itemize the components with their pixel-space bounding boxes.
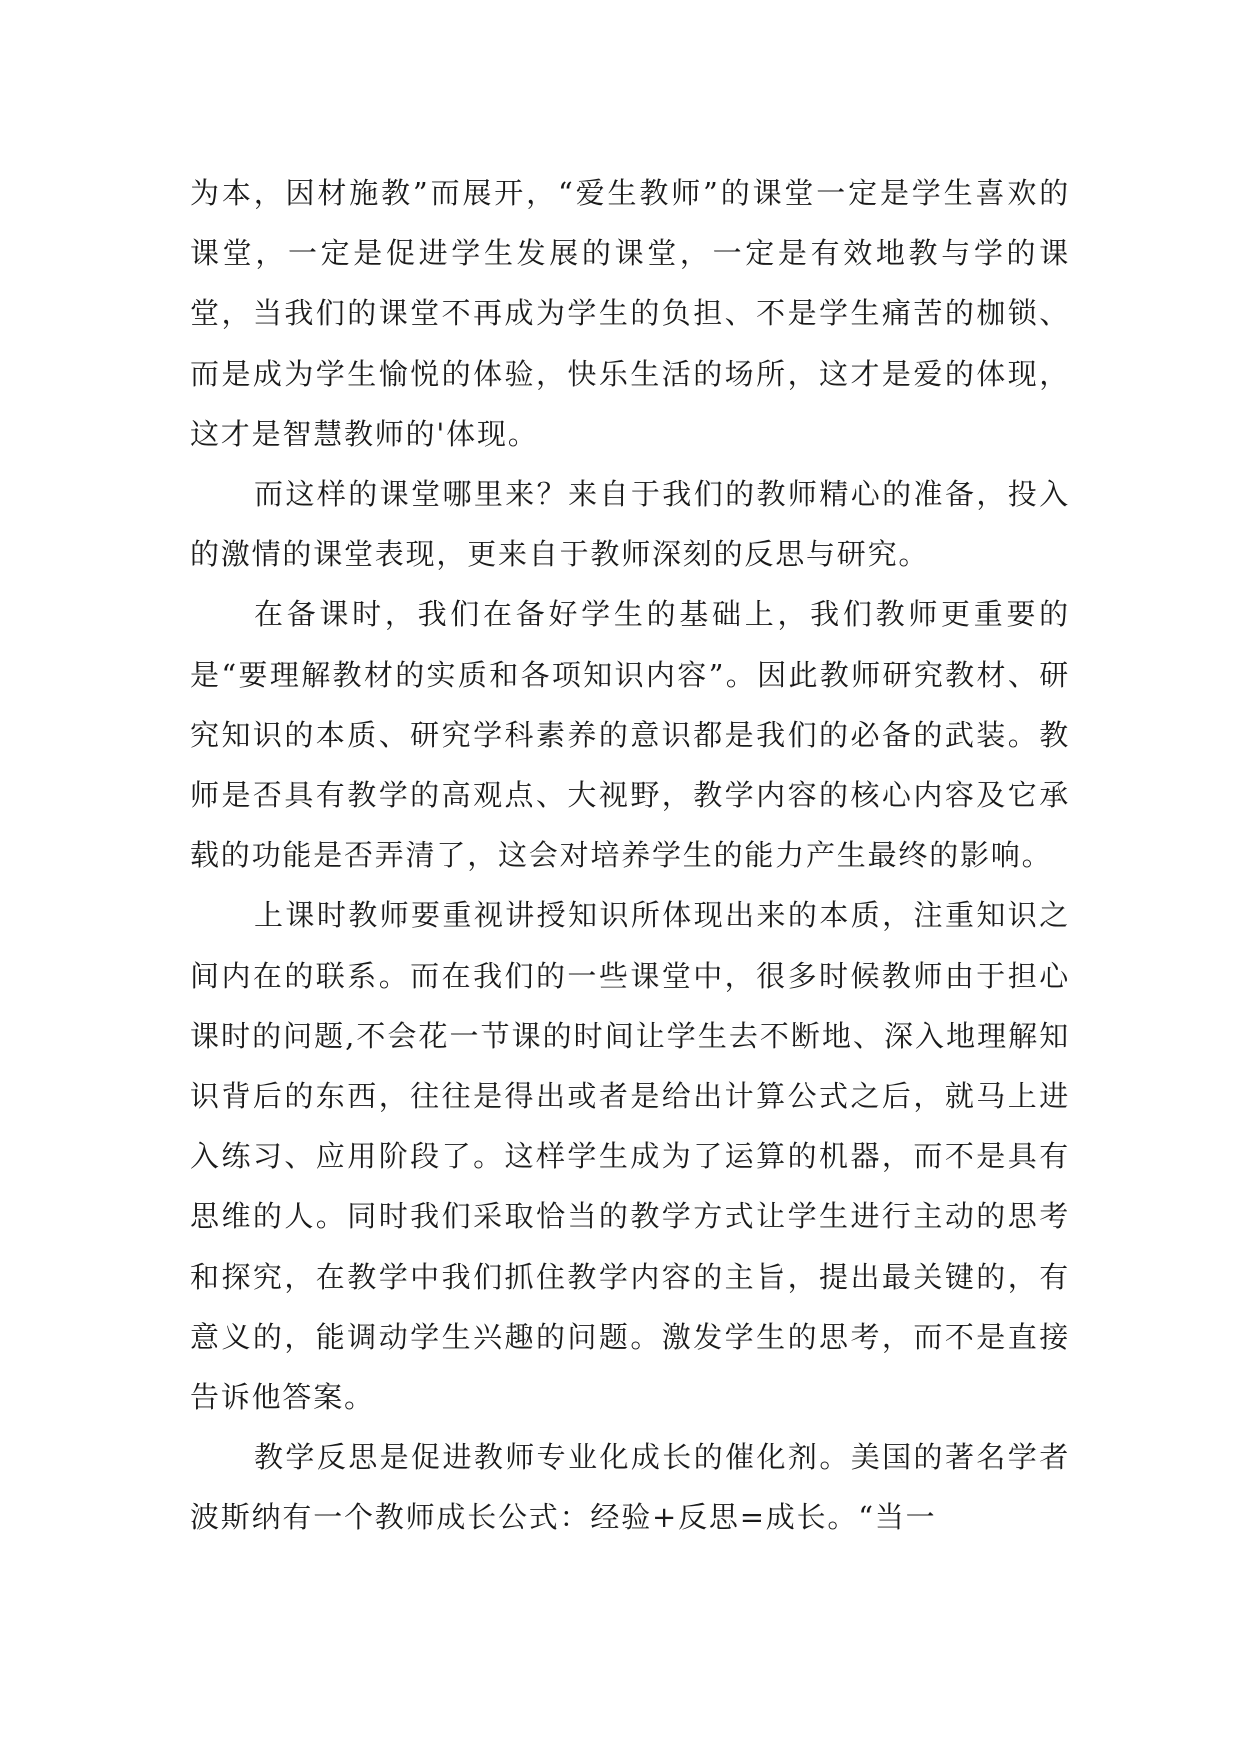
paragraph-5: 教学反思是促进教师专业化成长的催化剂。美国的著名学者波斯纳有一个教师成长公式：经验+反思=成长。“当一 xyxy=(190,1440,1070,1535)
paragraph-2: 而这样的课堂哪里来？来自于我们的教师精心的准备，投入的激情的课堂表现，更来自于教师深刻的反思与研究。 xyxy=(190,477,1070,572)
paragraph-3: 在备课时，我们在备好学生的基础上，我们教师更重要的是“要理解教材的实质和各项知识内容”。因此教师研究教材、研究知识的本质、研究学科素养的意识都是我们的必备的武装。教师是否具有教学的高观点、大视野，教学内容的核心内容及它承载的功能是否弄清了，这会对培养学生的能力产生最终的影响。 xyxy=(190,597,1070,873)
body-text xyxy=(190,163,1070,1548)
paragraph-1: 为本，因材施教”而展开，“爱生教师”的课堂一定是学生喜欢的课堂，一定是促进学生发展的课堂，一定是有效地教与学的课堂，当我们的课堂不再成为学生的负担、不是学生痛苦的枷锁、而是成为学生愉悦的体验，快乐生活的场所，这才是爱的体现，这才是智慧教师的'体现。 xyxy=(190,176,1070,451)
paragraph-4: 上课时教师要重视讲授知识所体现出来的本质，注重知识之间内在的联系。而在我们的一些课堂中，很多时候教师由于担心课时的问题,不会花一节课的时间让学生去不断地、深入地理解知识背后的东西，往往是得出或者是给出计算公式之后，就马上进入练习、应用阶段了。这样学生成为了运算的机器，而不是具有思维的人。同时我们采取恰当的教学方式让学生进行主动的思考和探究，在教学中我们抓住教学内容的主旨，提出最关键的，有意义的，能调动学生兴趣的问题。激发学生的思考，而不是直接告诉他答案。 xyxy=(190,898,1070,1415)
